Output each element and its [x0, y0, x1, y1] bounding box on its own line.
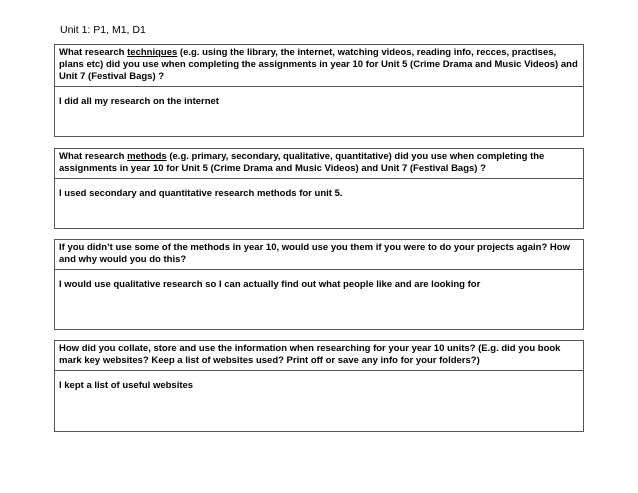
question-text	[55, 149, 583, 179]
question-prefix: What research	[59, 47, 128, 58]
question-text	[55, 45, 583, 87]
answer-text[interactable]: I did all my research on the internet	[59, 96, 219, 107]
question-suffix: (e.g. primary, secondary, qualitative, quantitative) did you use when completing the assignments in year 10 for Unit 5 (Crime Drama and Music Videos) and Unit 7 (Festival Bags) ?	[59, 151, 545, 174]
question-box-methods	[54, 148, 584, 229]
question-text: If you didn’t use some of the methods in year 10, would use you them if you were to do your projects again? How and why would you do this?	[55, 240, 583, 270]
question-suffix: (e.g. using the library, the internet, watching videos, reading info, recces, practises, plans etc) did you use when completing the assignments in year 10 for Unit 5 (Crime Drama and Music Videos) and Unit 7 (Festival Bags) ?	[59, 47, 578, 82]
question-prefix: What research	[59, 151, 128, 162]
document-header: Unit 1: P1, M1, D1	[60, 24, 146, 36]
answer-text[interactable]: I would use qualitative research so I can actually find out what people like and are looking for	[59, 279, 481, 290]
question-box-unused-methods	[54, 239, 584, 330]
question-box-techniques	[54, 44, 584, 137]
answer-text[interactable]: I kept a list of useful websites	[59, 380, 194, 391]
question-keyword: techniques	[127, 47, 178, 58]
question-keyword: methods	[127, 151, 167, 162]
question-text: How did you collate, store and use the information when researching for your year 10 units? (E.g. did you book mark key websites? Keep a list of websites used? Print off or save any info for your folders?)	[55, 341, 583, 371]
answer-text[interactable]: I used secondary and quantitative research methods for unit 5.	[59, 188, 343, 199]
question-box-collate-store	[54, 340, 584, 432]
